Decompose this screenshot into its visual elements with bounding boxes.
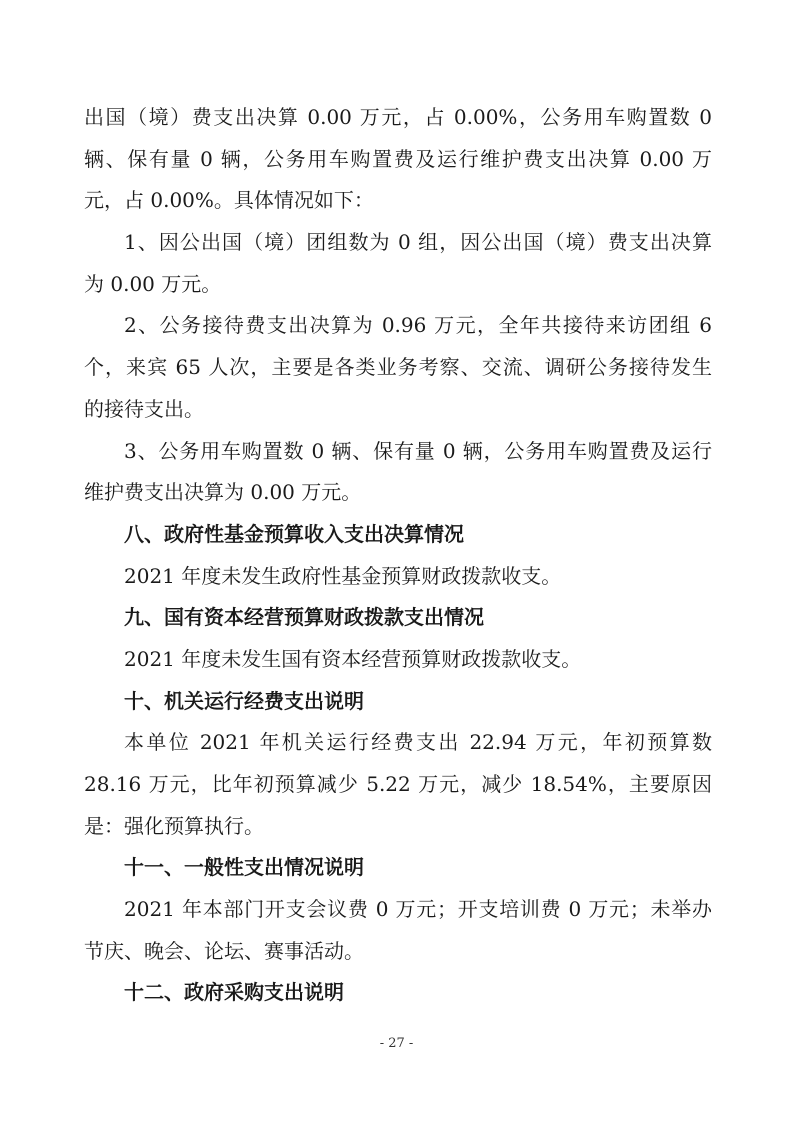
body-line: 28.16 万元，比年初预算减少 5.22 万元，减少 18.54%，主要原因 [84, 772, 712, 796]
body-line: 节庆、晚会、论坛、赛事活动。 [84, 938, 364, 963]
body-line: 2021 年本部门开支会议费 0 万元；开支培训费 0 万元；未举办 [124, 897, 712, 922]
body-line: 元，占 0.00%。具体情况如下： [84, 188, 374, 213]
body-line: 出国（境）费支出决算 0.00 万元，占 0.00%，公务用车购置数 0 [84, 105, 712, 129]
page-number: - 27 - [379, 1036, 414, 1051]
section-heading: 八、政府性基金预算收入支出决算情况 [124, 521, 464, 546]
body-line: 的接待支出。 [84, 396, 204, 421]
body-line: 2、公务接待费支出决算为 0.96 万元，全年共接待来访团组 6 [124, 313, 712, 338]
body-line: 为 0.00 万元。 [84, 271, 222, 296]
body-line: 3、公务用车购置数 0 辆、保有量 0 辆，公务用车购置费及运行 [124, 438, 712, 463]
body-line: 本单位 2021 年机关运行经费支出 22.94 万元，年初预算数 [124, 730, 712, 755]
body-line: 2021 年度未发生国有资本经营预算财政拨款收支。 [124, 646, 582, 671]
document-body [84, 97, 712, 1014]
section-heading: 十、机关运行经费支出说明 [124, 688, 364, 713]
body-line: 2021 年度未发生政府性基金预算财政拨款收支。 [124, 563, 562, 588]
body-line: 维护费支出决算为 0.00 万元。 [84, 480, 362, 505]
body-line: 个，来宾 65 人次，主要是各类业务考察、交流、调研公务接待发生 [84, 355, 712, 380]
body-line: 是：强化预算执行。 [84, 813, 264, 838]
section-heading: 十二、政府采购支出说明 [124, 980, 344, 1005]
body-line: 辆、保有量 0 辆，公务用车购置费及运行维护费支出决算 0.00 万 [84, 146, 712, 171]
body-line: 1、因公出国（境）团组数为 0 组，因公出国（境）费支出决算 [124, 230, 712, 255]
section-heading: 九、国有资本经营预算财政拨款支出情况 [124, 605, 484, 630]
section-heading: 十一、一般性支出情况说明 [124, 855, 364, 880]
